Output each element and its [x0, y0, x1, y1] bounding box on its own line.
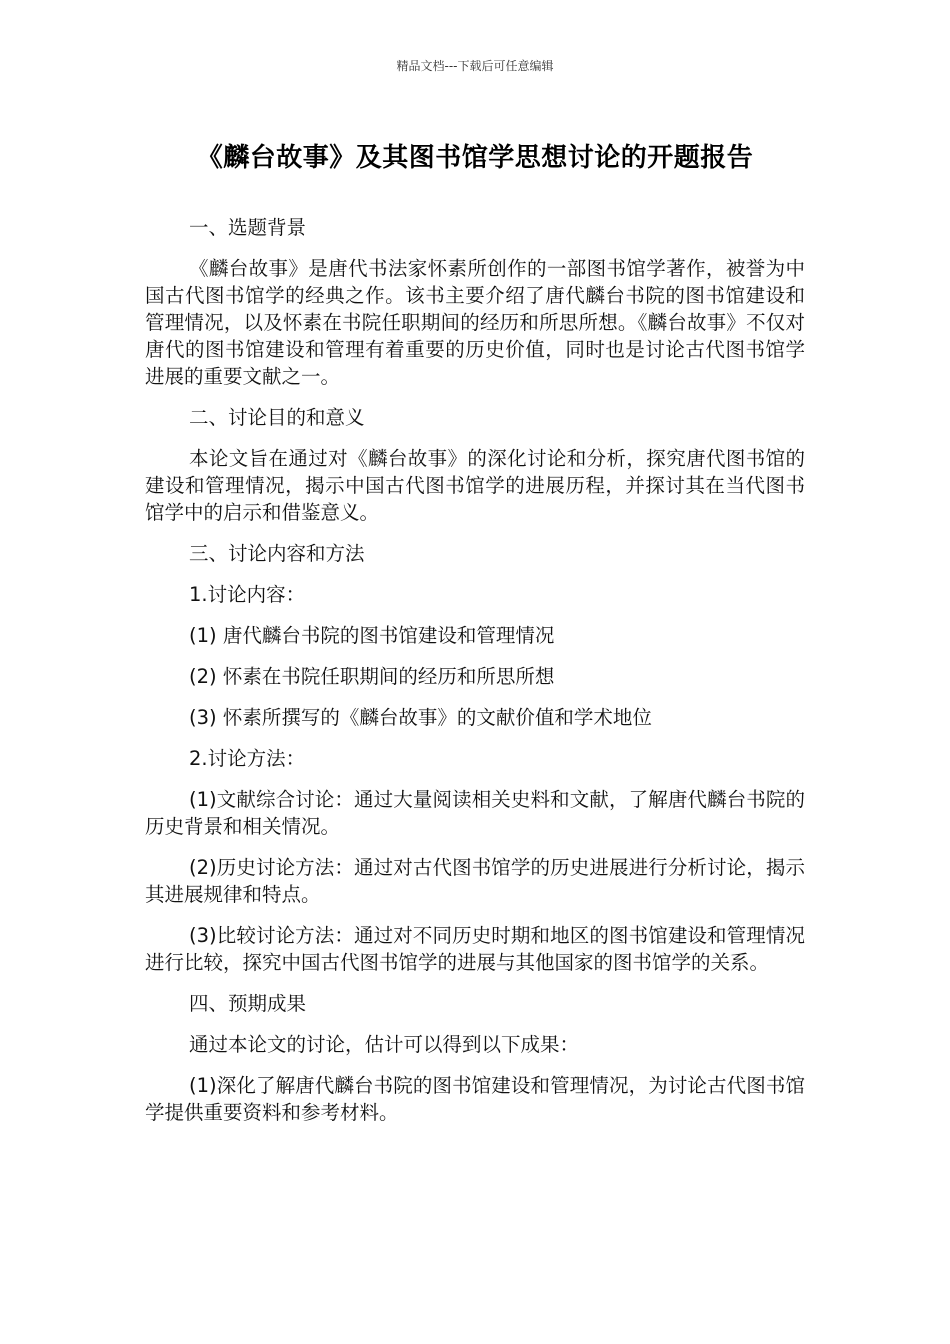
list-item-content-1: (1) 唐代麟台书院的图书馆建设和管理情况	[189, 624, 555, 647]
list-item-method-3: (3)比较讨论方法：通过对不同历史时期和地区的图书馆建设和管理情况进行比较，探究中国古代图书馆学的进展与其他国家的图书馆学的关系。	[145, 924, 805, 974]
section-heading-background: 一、选题背景	[189, 216, 307, 239]
list-item-result-1: (1)深化了解唐代麟台书院的图书馆建设和管理情况，为讨论古代图书馆学提供重要资料和参考材料。	[145, 1074, 805, 1124]
document-title: 《麟台故事》及其图书馆学思想讨论的开题报告	[196, 143, 754, 173]
paragraph-purpose: 本论文旨在通过对《麟台故事》的深化讨论和分析，探究唐代图书馆的建设和管理情况，揭示中国古代图书馆学的进展历程，并探讨其在当代图书馆学中的启示和借鉴意义。	[145, 447, 805, 524]
subheading-method: 2.讨论方法：	[189, 747, 306, 770]
document-body	[145, 214, 805, 1140]
list-item-method-2: (2)历史讨论方法：通过对古代图书馆学的历史进展进行分析讨论，揭示其进展规律和特点。	[145, 856, 805, 906]
paragraph-results-intro: 通过本论文的讨论，估计可以得到以下成果：	[189, 1033, 580, 1056]
subheading-content: 1.讨论内容：	[189, 583, 306, 606]
list-item-content-3: (3) 怀素所撰写的《麟台故事》的文献价值和学术地位	[189, 706, 652, 729]
paragraph-background: 《麟台故事》是唐代书法家怀素所创作的一部图书馆学著作，被誉为中国古代图书馆学的经典之作。该书主要介绍了唐代麟台书院的图书馆建设和管理情况，以及怀素在书院任职期间的经历和所思所想。《麟台故事》不仅对唐代的图书馆建设和管理有着重要的历史价值，同时也是讨论古代图书馆学进展的重要文献之一。	[145, 257, 805, 388]
section-heading-results: 四、预期成果	[189, 992, 307, 1015]
page-header: 精品文档---下载后可任意编辑	[396, 59, 554, 73]
section-heading-content-method: 三、讨论内容和方法	[189, 542, 365, 565]
list-item-method-1: (1)文献综合讨论：通过大量阅读相关史料和文献，了解唐代麟台书院的历史背景和相关情况。	[145, 788, 805, 838]
list-item-content-2: (2) 怀素在书院任职期间的经历和所思所想	[189, 665, 555, 688]
section-heading-purpose: 二、讨论目的和意义	[189, 406, 365, 429]
